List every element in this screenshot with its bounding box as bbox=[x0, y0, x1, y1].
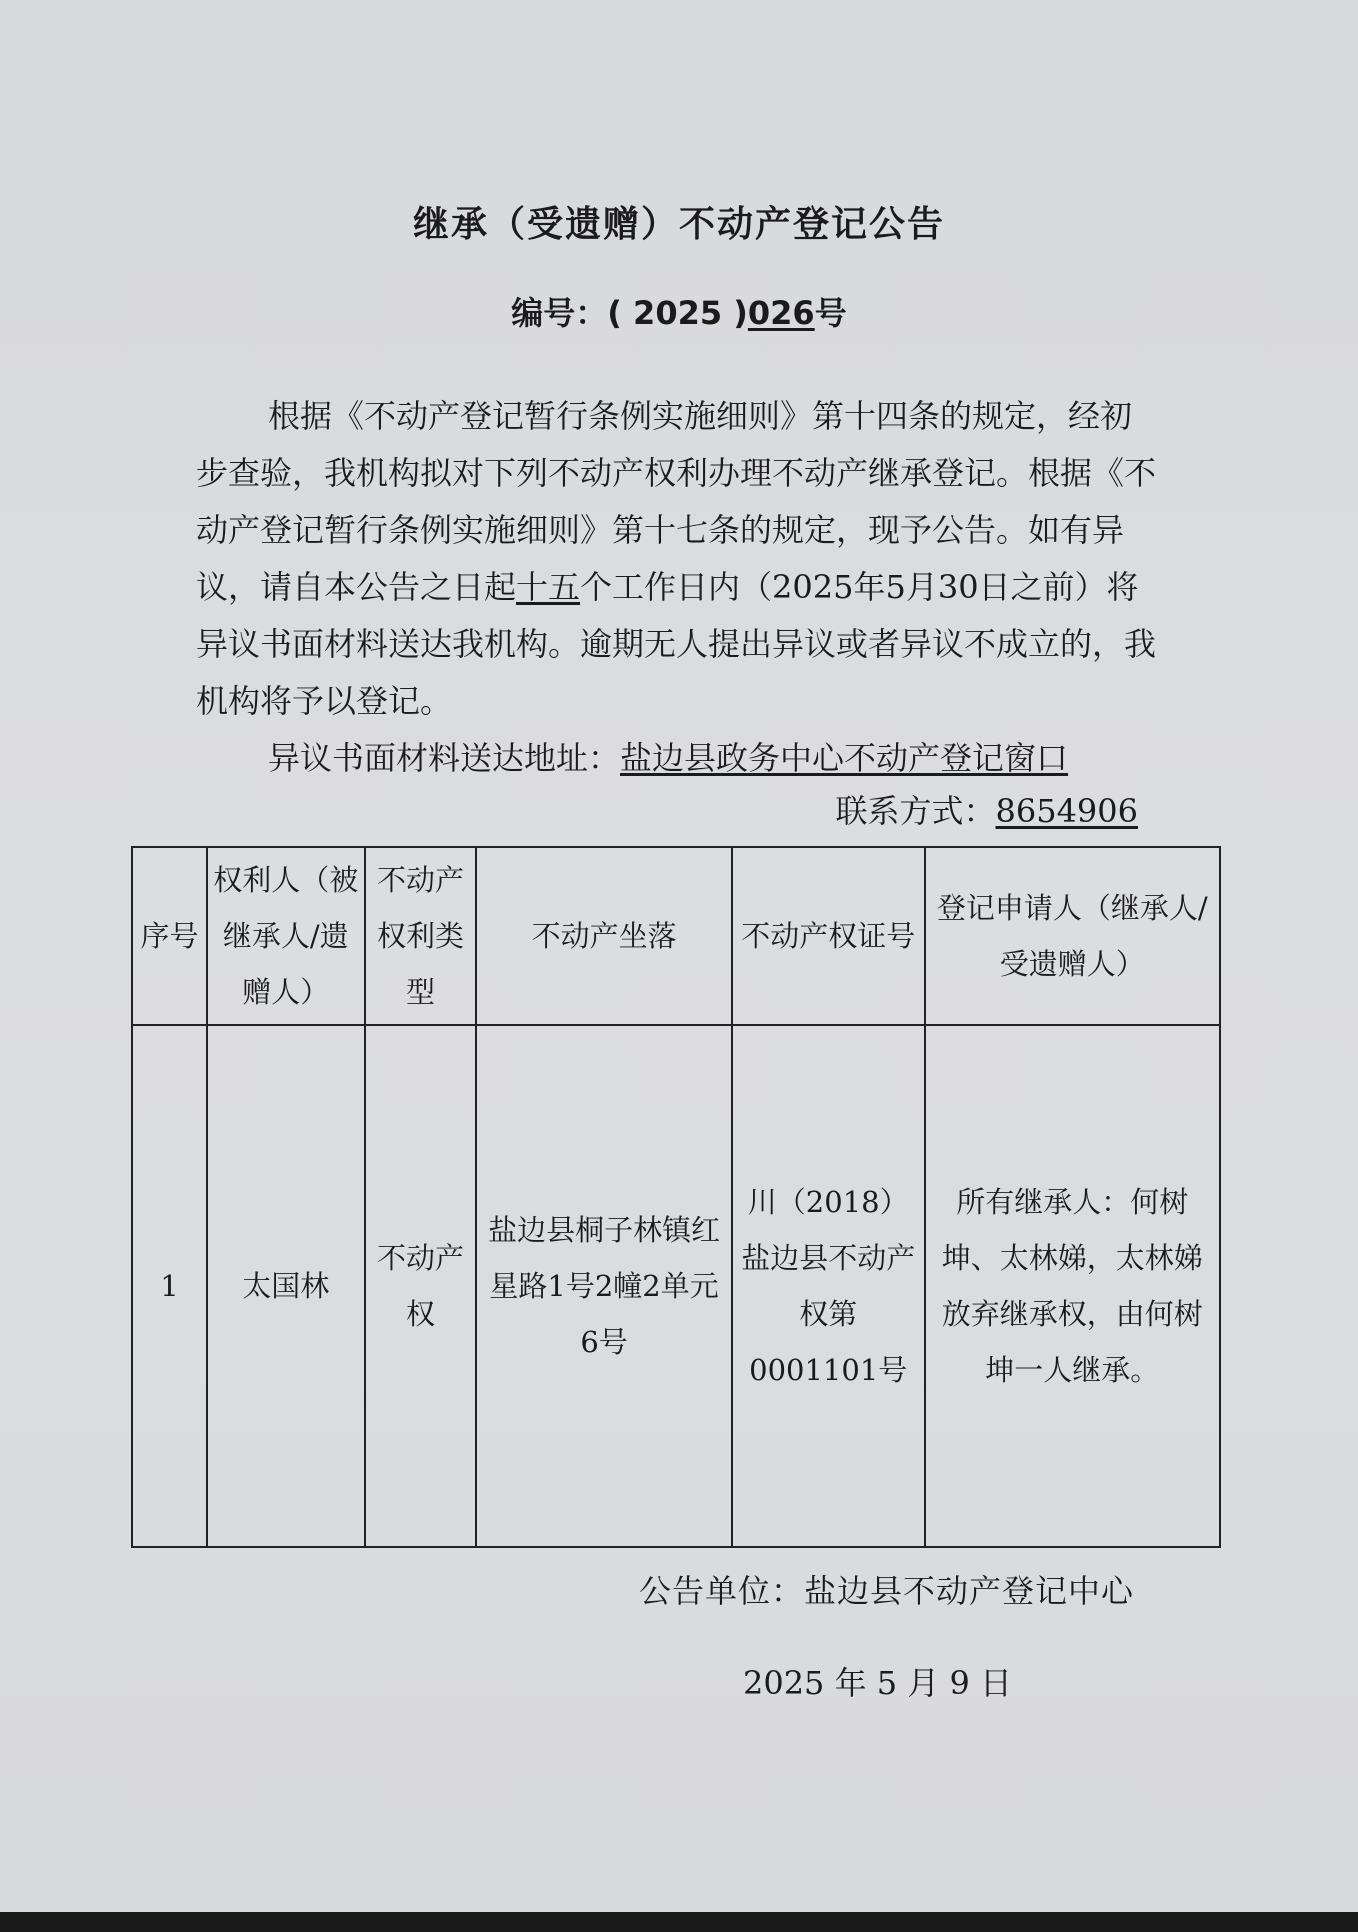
contact-phone: 8654906 bbox=[995, 792, 1138, 830]
header-cert: 不动产权证号 bbox=[732, 847, 925, 1025]
document-number-prefix: 编号：( 2025 ) bbox=[511, 294, 748, 332]
document-number bbox=[0, 288, 1358, 334]
cell-cert: 川（2018）盐边县不动产权第0001101号 bbox=[732, 1025, 925, 1547]
paragraph-text-a: 根据《不动产登记暂行条例实施细则》第十四条的规定，经初步查验，我机构拟对下列不动产权利办理不动产继承登记。根据《不动产登记暂行条例实施细则》第十七条的规定，现予公告。如有异议，请自本公告之日起 bbox=[196, 397, 1157, 606]
address-line bbox=[196, 730, 1156, 787]
cell-type: 不动产权 bbox=[365, 1025, 477, 1547]
registration-table bbox=[131, 846, 1221, 1548]
table-row bbox=[132, 1025, 1220, 1547]
contact-label: 联系方式： bbox=[835, 792, 996, 830]
issue-date: 2025 年 5 月 9 日 bbox=[742, 1664, 1012, 1702]
page-title: 继承（受遗赠）不动产登记公告 bbox=[412, 204, 945, 245]
header-location: 不动产坐落 bbox=[476, 847, 731, 1025]
document-number-suffix: 号 bbox=[814, 294, 847, 332]
header-seq: 序号 bbox=[132, 847, 207, 1025]
announcement-body bbox=[196, 388, 1156, 787]
table-header-row bbox=[132, 847, 1220, 1025]
announcement-paragraph bbox=[196, 388, 1156, 730]
cell-applicant: 所有继承人：何树坤、太林娣，太林娣放弃继承权，由何树坤一人继承。 bbox=[925, 1025, 1220, 1547]
address-value: 盐边县政务中心不动产登记窗口 bbox=[620, 739, 1069, 777]
cell-holder: 太国林 bbox=[207, 1025, 365, 1547]
cell-location: 盐边县桐子林镇红星路1号2幢2单元6号 bbox=[476, 1025, 731, 1547]
header-holder: 权利人（被继承人/遗赠人） bbox=[207, 847, 365, 1025]
contact-line bbox=[835, 786, 1138, 832]
objection-period-days: 十五 bbox=[516, 568, 581, 606]
header-applicant: 登记申请人（继承人/受遗赠人） bbox=[925, 847, 1220, 1025]
issuing-organization: 公告单位：盐边县不动产登记中心 bbox=[638, 1572, 1134, 1610]
cell-seq: 1 bbox=[132, 1025, 207, 1547]
document-number-value: 026 bbox=[747, 294, 815, 332]
paragraph-text-b: 个工作日内（2025年5月30日之前）将异议书面材料送达我机构。逾期无人提出异议或者异议不成立的，我机构将予以登记。 bbox=[196, 568, 1157, 720]
header-type: 不动产权利类型 bbox=[365, 847, 477, 1025]
address-label: 异议书面材料送达地址： bbox=[268, 739, 621, 777]
